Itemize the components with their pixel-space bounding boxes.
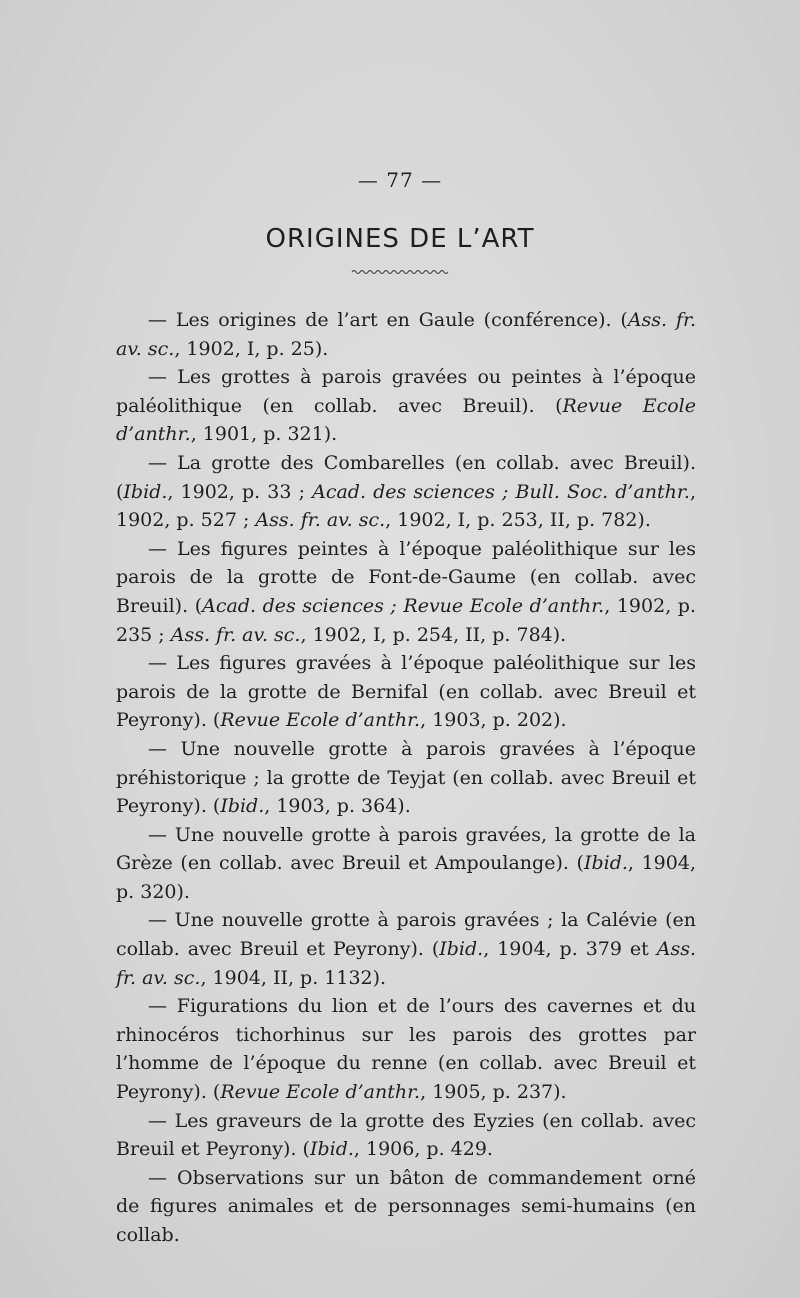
bibliography-entry: — Les graveurs de la grotte des Eyzies (en collab. avec Breuil et Peyrony). (Ibid., 1906, p. 429. xyxy=(116,1109,696,1161)
bibliography-entry: — La grotte des Combarelles (en collab. avec Breuil). (Ibid., 1902, p. 33 ; Acad. des sciences ; Bull. Soc. d’anthr., 1902, p. 527 ; Ass. fr. av. sc., 1902, I, p. 253, II, p. 782). xyxy=(116,451,696,532)
page-title: ORIGINES DE L’ART xyxy=(265,224,535,254)
bibliography-entry: — Une nouvelle grotte à parois gravées à l’époque préhistorique ; la grotte de Teyjat (en collab. avec Breuil et Peyrony). (Ibid., 1903, p. 364). xyxy=(116,737,696,818)
bibliography-entry: — Une nouvelle grotte à parois gravées, la grotte de la Grèze (en collab. avec Breuil et Ampoulange). (Ibid., 1904, p. 320). xyxy=(116,823,696,903)
page-number: — 77 — xyxy=(357,168,443,192)
bibliography-entry: — Les figures peintes à l’époque paléolithique sur les parois de la grotte de Font-de-Gaume (en collab. avec Breuil). (Acad. des sciences ; Revue Ecole d’anthr., 1902, p. 235 ; Ass. fr. av. sc., 1902, I, p. 254, II, p. 784). xyxy=(116,537,696,646)
title-ornament xyxy=(350,268,450,276)
bibliography-entry: — Une nouvelle grotte à parois gravées ; la Calévie (en collab. avec Breuil et Peyrony). (Ibid., 1904, p. 379 et Ass. fr. av. sc., 1904, II, p. 1132). xyxy=(116,909,696,989)
bibliography-entry: — Les figures gravées à l’époque paléolithique sur les parois de la grotte de Bernifal (en collab. avec Breuil et Peyrony). (Revue Ecole d’anthr., 1903, p. 202). xyxy=(116,652,696,732)
bibliography-entry: — Les origines de l’art en Gaule (conférence). (Ass. fr. av. sc., 1902, I, p. 25). xyxy=(116,309,696,360)
bibliography-list xyxy=(116,306,696,1250)
bibliography-entry: — Les grottes à parois gravées ou peintes à l’époque paléolithique (en collab. avec Breuil). (Revue Ecole d’anthr., 1901, p. 321). xyxy=(116,366,697,446)
bibliography-entry: — Figurations du lion et de l’ours des cavernes et du rhinocéros tichorhinus sur les parois des grottes par l’homme de l’époque du renne (en collab. avec Breuil et Peyrony). (Revue Ecole d’anthr., 1905, p. 237). xyxy=(116,995,696,1104)
bibliography-entry: — Observations sur un bâton de commandement orné de figures animales et de personnages semi-humains (en collab. xyxy=(116,1166,696,1246)
